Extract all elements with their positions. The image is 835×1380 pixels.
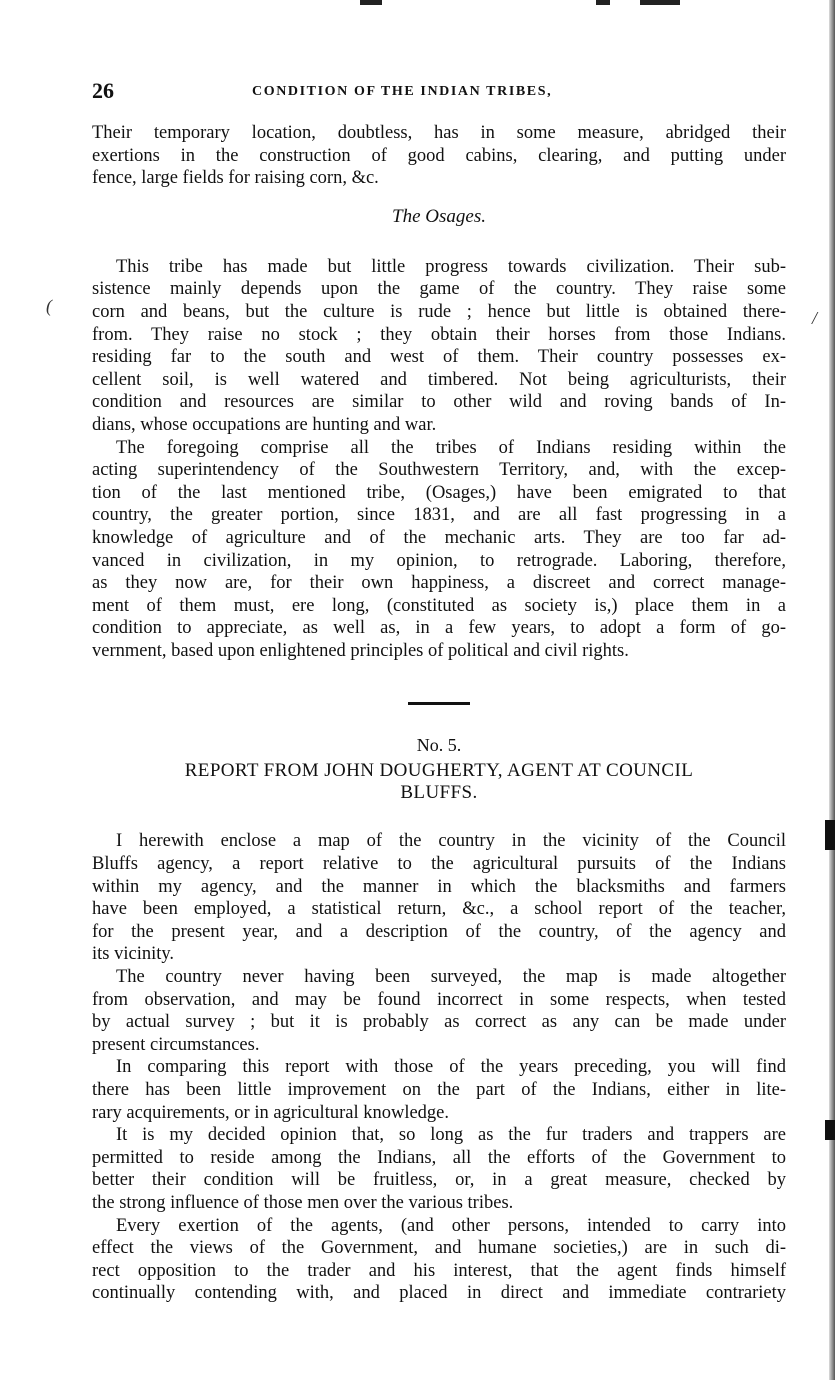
edge-ink-mark xyxy=(825,1120,835,1140)
report-title-line: REPORT FROM JOHN DOUGHERTY, AGENT AT COUNCIL xyxy=(184,760,694,782)
text-line: vernment, based upon enlightened principles of political and civil rights. xyxy=(92,640,629,661)
page-header xyxy=(92,74,786,108)
text-line: continually contending with, and placed in direct and immediate contrariety xyxy=(92,1283,786,1304)
text-line: vanced in civilization, in my opinion, to retrograde. Laboring, therefore, xyxy=(92,550,786,571)
text-line: the strong influence of those men over the various tribes. xyxy=(92,1192,514,1213)
top-ink-mark xyxy=(640,0,680,5)
margin-pencil-mark: ( xyxy=(46,296,52,316)
top-ink-mark xyxy=(360,0,382,5)
paragraph xyxy=(92,1056,786,1124)
text-line: dians, whose occupations are hunting and war. xyxy=(92,414,437,435)
page-edge-shadow xyxy=(829,0,835,1380)
text-line: within my agency, and the manner in which the blacksmiths and farmers xyxy=(92,876,786,897)
text-line: have been employed, a statistical return, &c., a school report of the teacher, xyxy=(92,899,786,920)
text-line: condition to appreciate, as well as, in a few years, to adopt a form of go- xyxy=(92,618,786,639)
text-line: rary acquirements, or in agricultural knowledge. xyxy=(92,1102,450,1123)
text-line: Every exertion of the agents, (and other persons, intended to carry into xyxy=(116,1215,786,1236)
text-line: cellent soil, is well watered and timbered. Not being agriculturists, their xyxy=(92,369,786,390)
text-line: corn and beans, but the culture is rude ; hence but little is obtained there- xyxy=(92,301,786,322)
report-title xyxy=(92,760,786,804)
text-line: as they now are, for their own happiness, a discreet and correct manage- xyxy=(92,573,786,594)
paragraph xyxy=(92,256,786,437)
text-line: its vicinity. xyxy=(92,944,175,965)
paragraph xyxy=(92,1124,786,1214)
paragraph xyxy=(92,437,786,663)
text-line: I herewith enclose a map of the country in the vicinity of the Council xyxy=(116,831,786,852)
text-line: from. They raise no stock ; they obtain their horses from those Indians. xyxy=(92,324,786,345)
edge-ink-mark xyxy=(825,820,835,850)
text-line: This tribe has made but little progress towards civilization. Their sub- xyxy=(116,256,786,277)
text-line: knowledge of agriculture and of the mechanic arts. They are too far ad- xyxy=(92,527,786,548)
section-title: The Osages. xyxy=(392,205,486,227)
opening-paragraph xyxy=(92,122,786,190)
top-edge-marks xyxy=(0,0,835,8)
paragraph xyxy=(92,1215,786,1305)
report-title-line: BLUFFS. xyxy=(400,782,478,804)
text-line: by actual survey ; but it is probably as correct as any can be made under xyxy=(92,1012,786,1033)
text-line: In comparing this report with those of the years preceding, you will find xyxy=(116,1057,786,1078)
text-line: ment of them must, ere long, (constituted as society is,) place them in a xyxy=(92,595,786,616)
text-line: effect the views of the Government, and humane societies,) are in such di- xyxy=(92,1238,786,1259)
document-page xyxy=(92,74,786,1305)
margin-pencil-mark: / xyxy=(812,308,818,328)
text-line: present circumstances. xyxy=(92,1034,260,1055)
text-line: Bluffs agency, a report relative to the agricultural pursuits of the Indians xyxy=(92,854,786,875)
text-line: The foregoing comprise all the tribes of Indians residing within the xyxy=(116,437,786,458)
text-line: from observation, and may be found incorrect in some respects, when tested xyxy=(92,989,786,1010)
report-number: No. 5. xyxy=(416,735,462,756)
text-line: The country never having been surveyed, the map is made altogether xyxy=(116,967,786,988)
running-title: CONDITION OF THE INDIAN TRIBES, xyxy=(252,84,553,99)
section-divider xyxy=(408,702,470,705)
text-line: It is my decided opinion that, so long as the fur traders and trappers are xyxy=(116,1125,786,1146)
text-line: fence, large fields for raising corn, &c. xyxy=(92,168,379,189)
text-line: residing far to the south and west of them. Their country possesses ex- xyxy=(92,347,786,368)
text-line: permitted to reside among the Indians, all the efforts of the Government to xyxy=(92,1147,786,1168)
paragraph xyxy=(92,830,786,966)
text-line: for the present year, and a description of the country, of the agency and xyxy=(92,921,786,942)
top-ink-mark xyxy=(596,0,610,5)
text-line: Their temporary location, doubtless, has in some measure, abridged their xyxy=(92,123,786,143)
text-line: condition and resources are similar to other wild and roving bands of In- xyxy=(92,392,786,413)
text-line: country, the greater portion, since 1831, and are all fast progressing in a xyxy=(92,505,786,526)
text-line: tion of the last mentioned tribe, (Osages,) have been emigrated to that xyxy=(92,482,786,503)
text-line: better their condition will be fruitless, or, in a great measure, checked by xyxy=(92,1170,786,1191)
page-number: 26 xyxy=(92,78,114,103)
text-line: sistence mainly depends upon the game of the country. They raise some xyxy=(92,279,786,300)
text-line: rect opposition to the trader and his interest, that the agent finds himself xyxy=(92,1260,786,1281)
text-line: there has been little improvement on the part of the Indians, either in lite- xyxy=(92,1080,786,1100)
paragraph xyxy=(92,966,786,1056)
text-line: acting superintendency of the Southwestern Territory, and, with the excep- xyxy=(92,460,786,481)
text-line: exertions in the construction of good cabins, clearing, and putting under xyxy=(92,145,786,166)
